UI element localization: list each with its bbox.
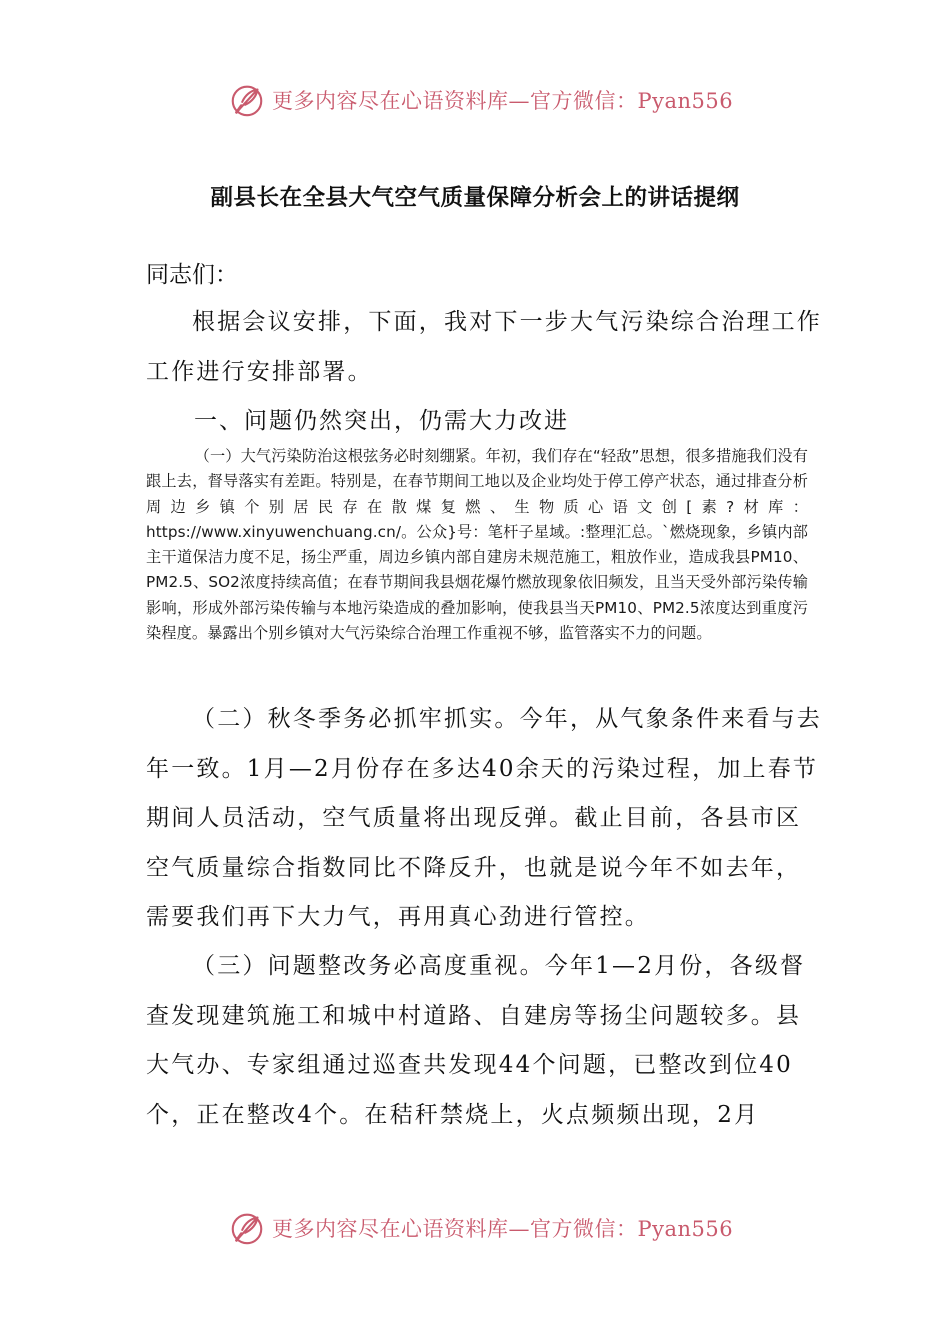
intro-paragraph: 根据会议安排，下面，我对下一步大气污染综合治理工作工作进行安排部署。 <box>146 309 822 385</box>
banner-label: 更多内容尽在心语资料库—官方微信： <box>272 89 638 113</box>
banner-label: 更多内容尽在心语资料库—官方微信： <box>272 1217 638 1241</box>
subsection-1-paragraph: （一）大气污染防治这根弦务必时刻绷紧。年初，我们存在“轻敌”思想，很多措施我们没有跟上去，督导落实有差距。特别是，在春节期间工地以及企业均处于停工停产状态，通过排查分析周边乡镇个别居民存在散煤复燃、生物质心语文创[素?材库：https://www.xinyuwenchuang.cn/。公众}号：笔杆子星域。:整理汇总。`燃烧现象，乡镇内部主干道保洁力度不足，扬尘严重，周边乡镇内部自建房未规范施工，粗放作业，造成我县PM10、PM2.5、SO2浓度持续高值；在春节期间我县烟花爆竹燃放现象依旧频发，且当天受外部污染传输影响，形成外部污染传输与本地污染造成的叠加影响，使我县当天PM10、PM2.5浓度达到重度污染程度。暴露出个别乡镇对大气污染综合治理工作重视不够，监管落实不力的问题。 <box>146 447 808 643</box>
footer-banner <box>228 1206 748 1250</box>
header-banner <box>228 78 748 122</box>
salutation: 同志们： <box>146 262 238 288</box>
quill-logo-icon <box>228 1209 266 1247</box>
section-heading-1: 一、问题仍然突出，仍需大力改进 <box>194 408 569 434</box>
banner-wechat-id: Pyan556 <box>637 1217 734 1241</box>
banner-wechat-id: Pyan556 <box>637 89 734 113</box>
subsection-2-paragraph: （二）秋冬季务必抓牢抓实。今年，从气象条件来看与去年一致。1月—2月份存在多达40余天的污染过程，加上春节期间人员活动，空气质量将出现反弹。截止目前，各县市区空气质量综合指数同比不降反升，也就是说今年不如去年，需要我们再下大力气，再用真心劲进行管控。 <box>146 706 822 930</box>
banner-text <box>272 1213 733 1243</box>
quill-logo-icon <box>228 81 266 119</box>
banner-text <box>272 85 733 115</box>
subsection-3-paragraph: （三）问题整改务必高度重视。今年1—2月份，各级督查发现建筑施工和城中村道路、自建房等扬尘问题较多。县大气办、专家组通过巡查共发现44个问题，已整改到位40个，正在整改4个。在秸秆禁烧上，火点频频出现，2月 <box>146 953 806 1128</box>
document-title: 副县长在全县大气空气质量保障分析会上的讲话提纲 <box>210 185 740 211</box>
